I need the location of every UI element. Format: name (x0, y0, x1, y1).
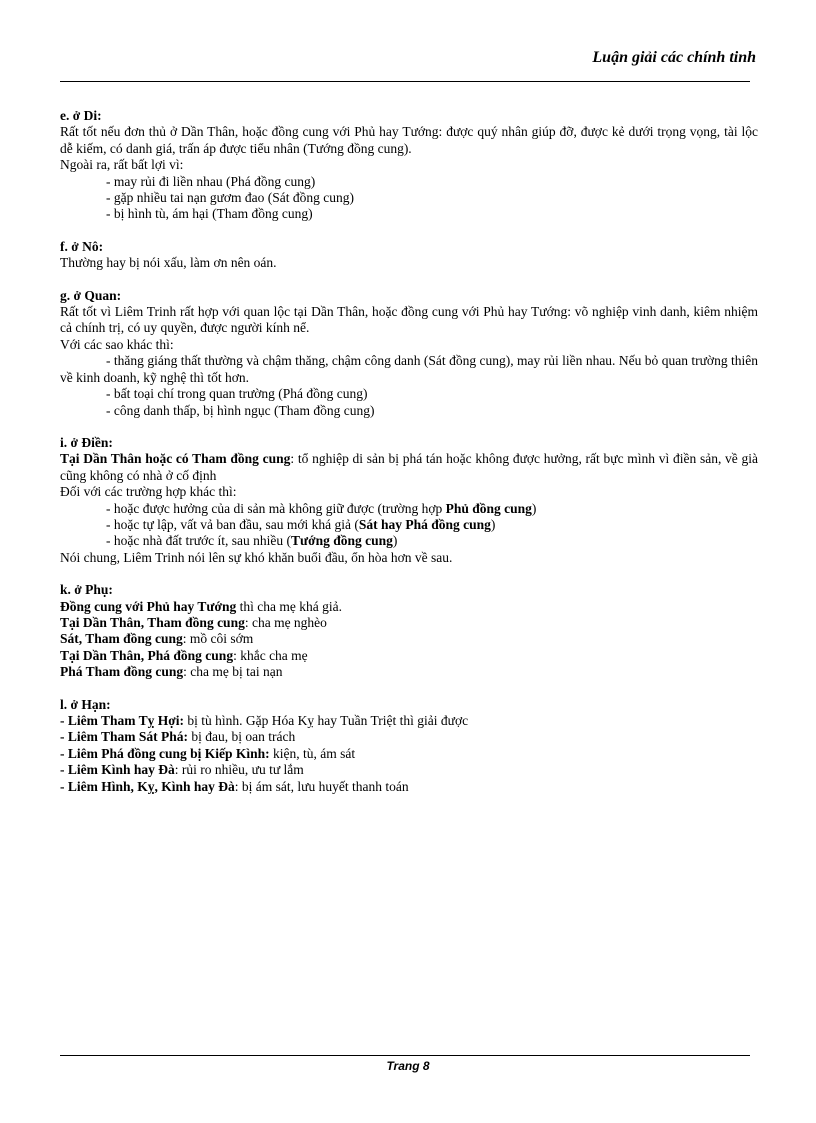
paragraph: Với các sao khác thì: (60, 336, 174, 352)
document-body (60, 108, 758, 811)
text-line (60, 779, 758, 795)
text: bị đau, bị oan trách (188, 729, 296, 745)
section-dien (60, 435, 758, 566)
text: : cha mẹ nghèo (244, 614, 327, 630)
text: ) (490, 516, 496, 532)
emphasis: Tại Dần Thân, Tham đồng cung (60, 614, 245, 630)
text: : rủi ro nhiều, ưu tư lắm (174, 762, 304, 778)
text-line (60, 729, 758, 745)
emphasis: Phủ đồng cung (445, 500, 532, 516)
section-heading: g. ở Quan: (60, 287, 122, 303)
emphasis: - Liêm Hình, Kỵ, Kình hay Đà (60, 778, 235, 794)
paragraph: Ngoài ra, rất bất lợi vì: (60, 157, 184, 173)
section-no (60, 239, 758, 272)
paragraph: Thường hay bị nói xấu, làm ơn nên oán. (60, 255, 277, 271)
emphasis: - Liêm Tham Tỵ Hợi: (60, 713, 184, 728)
paragraph: Rất tốt nếu đơn thủ ở Dần Thân, hoặc đồng cung với Phủ hay Tướng: được quý nhân giúp đỡ, được kẻ dưới trọng vọng, tài lộc dễ kiếm, có danh giá, trấn áp được tiểu nhân (Tướng đồng cung). (60, 124, 758, 156)
text: kiện, tù, ám sát (269, 745, 356, 761)
emphasis: - Liêm Kình hay Đà (60, 762, 175, 778)
page-header-title: Luận giải các chính tinh (592, 49, 756, 66)
list-item (60, 533, 758, 549)
text: ) (531, 500, 537, 516)
text-line (60, 762, 758, 778)
list-item: - may rủi đi liền nhau (Phá đồng cung) (106, 173, 316, 189)
section-heading: f. ở Nô: (60, 238, 104, 254)
section-phu (60, 582, 758, 680)
list-item: - công danh thấp, bị hình ngục (Tham đồng cung) (106, 402, 375, 418)
emphasis: Phá Tham đồng cung (60, 664, 184, 680)
paragraph: Đối với các trường hợp khác thì: (60, 484, 237, 500)
emphasis: Tướng đồng cung (291, 533, 393, 549)
text-line (60, 648, 758, 664)
section-heading: i. ở Điền: (60, 434, 113, 450)
emphasis: Tại Dần Thân hoặc có Tham đồng cung (60, 451, 291, 467)
text: thì cha mẹ khá giả. (236, 598, 342, 614)
emphasis: Tại Dần Thân, Phá đồng cung (60, 647, 234, 663)
section-heading: k. ở Phụ: (60, 582, 113, 598)
list-item: - bất toại chí trong quan trường (Phá đồng cung) (106, 386, 368, 402)
section-heading: l. ở Hạn: (60, 696, 111, 712)
text-line (60, 713, 758, 729)
list-item: - bị hình tù, ám hại (Tham đồng cung) (106, 206, 313, 222)
list-item: - thăng giáng thất thường và chậm thăng, chậm công danh (Sát đồng cung), may rủi liền nhau. Nếu bỏ quan trường thiên về kinh doanh, kỹ nghệ thì tốt hơn. (60, 353, 758, 385)
list-item: - gặp nhiều tai nạn gươm đao (Sát đồng cung) (106, 190, 355, 206)
text-line (60, 631, 758, 647)
emphasis: - Liêm Tham Sát Phá: (60, 729, 189, 745)
emphasis: Đồng cung với Phủ hay Tướng (60, 598, 237, 614)
list-item (60, 517, 758, 533)
section-quan (60, 288, 758, 419)
emphasis: - Liêm Phá đồng cung bị Kiếp Kình: (60, 745, 270, 761)
text: - hoặc nhà đất trước ít, sau nhiều ( (106, 533, 292, 549)
section-di (60, 108, 758, 223)
footer-divider (60, 1055, 750, 1056)
emphasis: Sát, Tham đồng cung (60, 631, 183, 647)
paragraph (60, 451, 758, 484)
section-heading: e. ở Di: (60, 108, 102, 123)
text: : cha mẹ bị tai nạn (183, 664, 283, 680)
text-line (60, 664, 758, 680)
text: - hoặc được hưởng của di sản mà không giữ được (trường hợp (106, 500, 446, 516)
text-line (60, 599, 758, 615)
text-line (60, 746, 758, 762)
text-line (60, 615, 758, 631)
page-number: Trang 8 (386, 1059, 430, 1073)
paragraph: Nói chung, Liêm Trinh nói lên sự khó khăn buổi đầu, ổn hòa hơn về sau. (60, 549, 453, 565)
text: ) (392, 533, 398, 549)
list-item (60, 501, 758, 517)
header-divider (60, 81, 750, 82)
text: - hoặc tự lập, vất vả ban đầu, sau mới khá giả ( (106, 516, 359, 532)
text: : bị ám sát, lưu huyết thanh toán (234, 778, 409, 794)
paragraph: Rất tốt vì Liêm Trinh rất hợp với quan lộc tại Dần Thân, hoặc đồng cung với Phủ hay Tướng: võ nghiệp vinh danh, kiêm nhiệm cả chính trị, có uy quyền, được người kính nể. (60, 304, 758, 336)
text: : tổ nghiệp di sản bị phá tán hoặc không được hưởng, rất bực mình vì điền sản, về già cũng không có nhà ở cố định (60, 451, 759, 483)
emphasis: Sát hay Phá đồng cung (358, 516, 491, 532)
text: : mồ côi sớm (182, 631, 254, 647)
text: : khắc cha mẹ (233, 647, 308, 663)
text: bị tù hình. Gặp Hóa Kỵ hay Tuần Triệt thì giải được (184, 713, 469, 728)
section-han (60, 697, 758, 795)
